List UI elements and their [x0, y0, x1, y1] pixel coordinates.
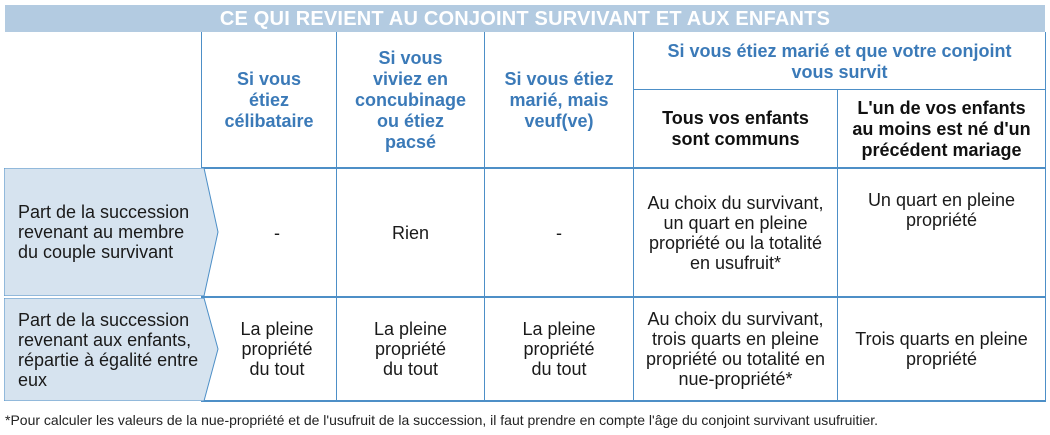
cell-enfants-veuf: La pleine propriété du tout [522, 319, 596, 379]
cell-conjoint-concubinage: Rien [391, 222, 430, 243]
cell-enfants-communs: Au choix du survivant, trois quarts en pleine propriété ou totalité en nue-propriété* [645, 309, 826, 389]
grid-line [201, 400, 1045, 402]
header-enfants-communs: Tous vos enfants sont communs [662, 108, 809, 149]
header-marie-group: Si vous étiez marié et que votre conjoint vous survit [667, 40, 1012, 82]
grid-line [633, 89, 1045, 90]
row-label-enfants: Part de la succession revenant aux enfants, répartie à égalité entre eux [4, 298, 220, 401]
header-veuf: Si vous étiez marié, mais veuf(ve) [504, 69, 614, 131]
cell-conjoint-veuf: - [556, 222, 562, 243]
cell-conjoint-celibataire: - [274, 222, 280, 243]
footnote: *Pour calculer les valeurs de la nue-propriété et de l'usufruit de la succession, il faut prendre en compte l'âge du conjoint survivant usufruitier. [5, 412, 879, 428]
cell-enfants-precedent: Trois quarts en pleine propriété [855, 329, 1028, 369]
table-title: CE QUI REVIENT AU CONJOINT SURVIVANT ET AUX ENFANTS [219, 8, 831, 30]
header-concubinage: Si vous viviez en concubinage ou étiez pacsé [354, 48, 466, 152]
cell-conjoint-communs: Au choix du survivant, un quart en pleine propriété ou la totalité en usufruit* [647, 192, 824, 273]
grid-line [484, 32, 485, 402]
grid-line [837, 90, 838, 402]
header-precedent-mariage: L'un de vos enfants au moins est né d'un précédent mariage [852, 97, 1031, 160]
title-bar [5, 5, 1045, 32]
cell-enfants-celibataire: La pleine propriété du tout [240, 319, 314, 379]
grid-line [336, 32, 337, 402]
grid-line [201, 32, 202, 168]
cell-conjoint-precedent: Un quart en pleine propriété [867, 190, 1016, 230]
grid-line [1045, 32, 1046, 402]
row-label-conjoint: Part de la succession revenant au membre du couple survivant [4, 168, 220, 296]
grid-line [633, 32, 634, 402]
header-celibataire: Si vous étiez célibataire [224, 69, 314, 131]
cell-enfants-concubinage: La pleine propriété du tout [373, 319, 448, 379]
